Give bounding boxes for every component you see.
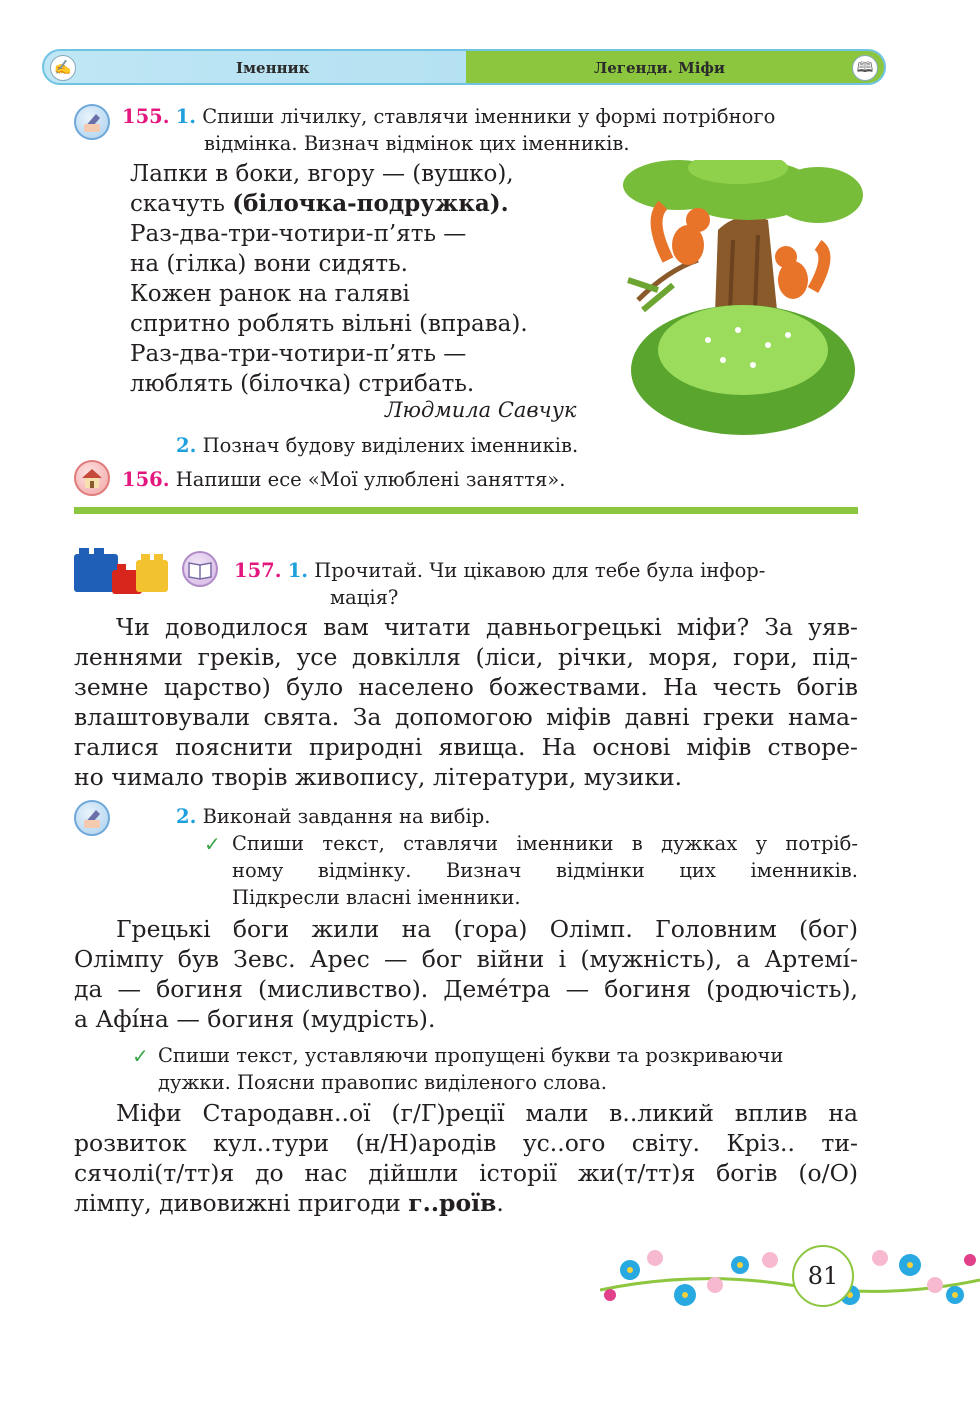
write-task-icon — [74, 104, 110, 140]
poem-author: Людмила Савчук — [385, 398, 577, 422]
text-line: Грецькі боги жили на (гора) Олімп. Головним (бог) — [116, 915, 858, 943]
text-line: лімпу, дивовижні пригоди г..роїв. — [74, 1189, 504, 1217]
header-section-title: Іменник — [236, 59, 310, 77]
gods-paragraph — [74, 914, 858, 1034]
ex155-part2-number: 2. — [176, 434, 197, 457]
poem-line: на (гілка) вони сидять. — [130, 251, 408, 277]
myths-paragraph — [74, 612, 858, 792]
page-number: 81 — [792, 1245, 854, 1307]
text-line: да — богиня (мисливство). Деме́тра — богиня (родючість), — [74, 975, 858, 1003]
poem-line: Раз-два-три-чотири-п’ять — — [130, 221, 467, 247]
text-line: Міфи Стародавн..ої (г/Г)реції мали в..ликий вплив на — [116, 1099, 858, 1127]
poem — [130, 159, 528, 399]
page-header — [42, 49, 886, 85]
ex157-task-line1: Прочитай. Чи цікавою для тебе була інфор- — [314, 559, 766, 582]
text-line: а Афі́на — богиня (мудрість). — [74, 1005, 436, 1033]
highlighted-word: г..роїв — [408, 1189, 497, 1217]
poem-line: Раз-два-три-чотири-п’ять — — [130, 341, 467, 367]
ex155-task-line1: Спиши лічилку, ставлячи іменники у формі потрібного — [202, 105, 776, 128]
pen-icon: ✍ — [50, 55, 76, 81]
squirrels-tree-illustration — [618, 160, 863, 440]
flowers-decoration — [600, 1240, 980, 1320]
poem-line: спритно роблять вільні (вправа). — [130, 311, 528, 337]
poem-line: Лапки в боки, вгору — (вушко), — [130, 161, 514, 187]
ex155-task-line2: відмінка. Визнач відмінок цих іменників. — [204, 132, 630, 155]
text-line: Чи доводилося вам читати давньогрецькі міфи? За уяв- — [116, 613, 858, 641]
ex155-part1-number: 1. — [175, 105, 197, 128]
poem-line: скачуть (білочка-подружка). — [130, 190, 509, 217]
ex157-task-line2: мація? — [330, 586, 399, 609]
highlighted-noun: (білочка-подружка) — [232, 190, 501, 217]
checkmark-icon: ✓ — [132, 1044, 149, 1068]
ex157-number: 157. — [234, 559, 282, 582]
text-line: влаштовували свята. За допомогою міфів давні греки нама- — [74, 703, 858, 731]
greece-paragraph — [74, 1098, 858, 1218]
ex156-number: 156. — [122, 468, 170, 491]
text-line: но чимало творів живопису, літератури, музики. — [74, 763, 683, 791]
text-line: земне царство) було населено божествами. На честь богів — [74, 673, 858, 701]
option1-task: Спиши текст, ставлячи іменники в дужках у потріб- ному відмінку. Визнач відмінки цих іменників. Підкресли власні іменники. — [232, 832, 858, 909]
text-line: сячолі(т/тт)я до нас дійшли історії жи(т/тт)я богів (о/О) — [74, 1159, 858, 1187]
ex157-part1-number: 1. — [287, 559, 309, 582]
ex155-task — [122, 103, 862, 130]
ex157-task — [234, 557, 862, 584]
text-line: розвиток кул..тури (н/Н)ародів ус..ого світу. Кріз.. ти- — [74, 1129, 858, 1157]
ex156-text: Напиши есе «Мої улюблені заняття». — [175, 468, 566, 491]
option2-task: Спиши текст, уставляючи пропущені букви та розкриваючи дужки. Поясни правопис виділеного слова. — [158, 1044, 784, 1094]
text-line: леннями греків, усе довкілля (ліси, річки, моря, гори, під- — [74, 643, 858, 671]
poem-line: Кожен ранок на галяві — [130, 281, 410, 307]
header-chapter-title: Легенди. Міфи — [594, 59, 726, 77]
ex157-part2-text: Виконай завдання на вибір. — [202, 805, 491, 828]
text-line: галися пояснити природні явища. На основі міфів створе- — [74, 733, 858, 761]
lego-blocks-icon — [74, 544, 174, 596]
ex157-part2 — [176, 803, 490, 830]
section-divider — [74, 507, 858, 514]
ex157-part2-number: 2. — [176, 805, 197, 828]
write-task-icon-2 — [74, 800, 110, 836]
ex155-part2 — [176, 432, 578, 459]
ex156-task — [122, 466, 565, 493]
text-line: Олімпу був Зевс. Арес — бог війни і (мужність), а Артемі́- — [74, 945, 858, 973]
checkmark-icon: ✓ — [204, 832, 221, 856]
book-icon: 🕮 — [852, 55, 878, 81]
ex155-number: 155. — [122, 105, 170, 128]
ex155-part2-text: Познач будову виділених іменників. — [202, 434, 579, 457]
poem-line: люблять (білочка) стрибать. — [130, 371, 475, 397]
open-book-icon — [182, 551, 218, 587]
house-icon — [74, 460, 110, 496]
